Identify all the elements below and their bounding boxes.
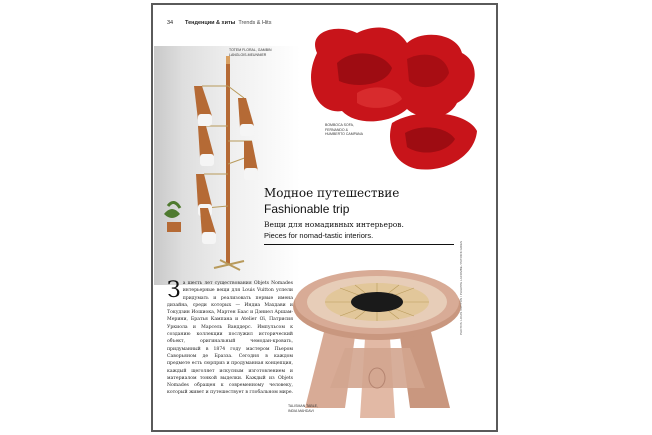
table-image	[285, 241, 470, 428]
subtitle-russian: Вещи для номадивных интерьеров.	[264, 220, 404, 229]
section-title: Тенденции & хиты	[185, 20, 236, 26]
photo-credit: PHOTOS: LOUIS VUITTON / PHILIPPE LACOMBE / PATRICK GRIES	[459, 241, 463, 335]
table-caption: TALISMAN TABLE, INDIA MAHDAVI	[288, 404, 318, 413]
title-english: Fashionable trip	[264, 202, 350, 216]
bomboca-sofa-illustration	[297, 23, 487, 183]
drop-cap: З	[167, 278, 181, 303]
totem-photo	[154, 46, 300, 285]
article-body	[167, 280, 293, 397]
subtitle-english: Pieces for nomad-tastic interiors.	[264, 231, 374, 240]
article-text: а шесть лет существования Objets Nomades интерьерные вещи для Louis Vuitton успели придумать и реализовать первые имена дизайна, среди которых — Индиа Махдави и Токудзин Иошиока, Мартен Бааc и Дэниел Аршам-Мерини, Братья Кампана и Atelier Oï, Патрисия Уркиола и Марсель Ванддерс. Импульсом к созданию коллекции послужил исторический объект, оригинальный чемодан-кровать, придуманный в 1874 году мастером Пьером Саворьяном де Бразза. Сегодня в каждом предмете есть сюрприз и продуманная концепция, каждый щеголяет искусным изготовлением и материалом тонкой выделки. Каждый из Objets Nomades обращен к современному человеку, который живет и путешествует в глобальном мире.	[167, 281, 293, 396]
totem-floral-illustration	[154, 46, 300, 285]
talisman-table-illustration	[285, 241, 470, 428]
magazine-page	[151, 3, 498, 432]
sofa-image	[297, 23, 487, 183]
section-subtitle: Trends & Hits	[238, 20, 272, 26]
page-number: 34	[167, 20, 174, 26]
totem-caption: TOTEM FLORAL, GAMBIN LANGLOIS-MEUNNIER	[229, 48, 272, 57]
sofa-caption: BOMBOCA SOFA, FERNANDO & HUMBERTO CAMPANA	[325, 123, 363, 136]
title-divider	[264, 244, 454, 245]
title-russian: Модное путешествие	[264, 186, 400, 200]
